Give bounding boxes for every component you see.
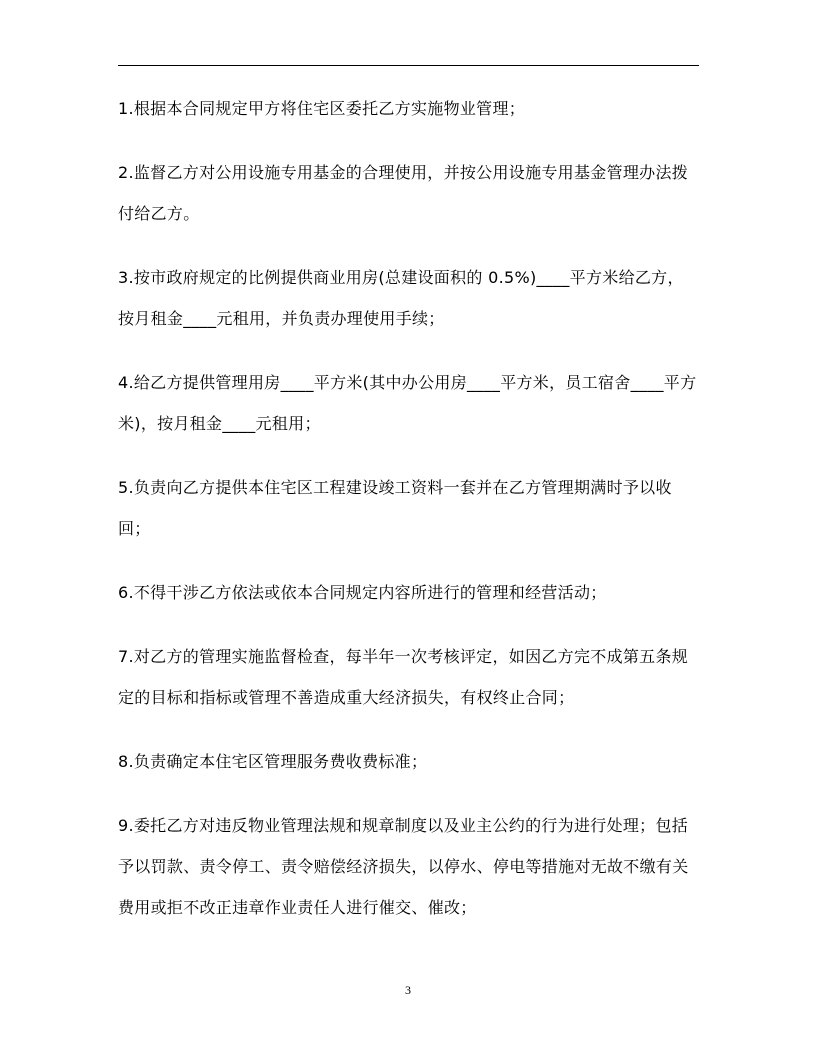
clause-5: 5.负责向乙方提供本住宅区工程建设竣工资料一套并在乙方管理期满时予以收回； (118, 478, 672, 538)
clause-9: 9.委托乙方对违反物业管理法规和规章制度以及业主公约的行为进行处理；包括予以罚款、责令停工、责令赔偿经济损失，以停水、停电等措施对无故不缴有关费用或拒不改正违章作业责任人进行催交、催改； (118, 816, 689, 917)
clause-4: 4.给乙方提供管理用房____平方米(其中办公用房____平方米，员工宿舍____平方米)，按月租金____元租用； (118, 373, 697, 433)
clause-8: 8.负责确定本住宅区管理服务费收费标准； (118, 752, 428, 771)
clause-6: 6.不得干涉乙方依法或依本合同规定内容所进行的管理和经营活动； (118, 583, 607, 602)
clause-7: 7.对乙方的管理实施监督检查，每半年一次考核评定，如因乙方完不成第五条规定的目标和指标或管理不善造成重大经济损失，有权终止合同； (118, 647, 689, 707)
clause-3: 3.按市政府规定的比例提供商业用房(总建设面积的 0.5%)____平方米给乙方，按月租金____元租用，并负责办理使用手续； (118, 268, 684, 328)
clause-list (118, 88, 700, 951)
page-number: 3 (405, 983, 411, 997)
clause-2: 2.监督乙方对公用设施专用基金的合理使用，并按公用设施专用基金管理办法拨付给乙方。 (118, 163, 689, 223)
clause-1: 1.根据本合同规定甲方将住宅区委托乙方实施物业管理； (118, 99, 526, 118)
header-rule (118, 65, 699, 66)
